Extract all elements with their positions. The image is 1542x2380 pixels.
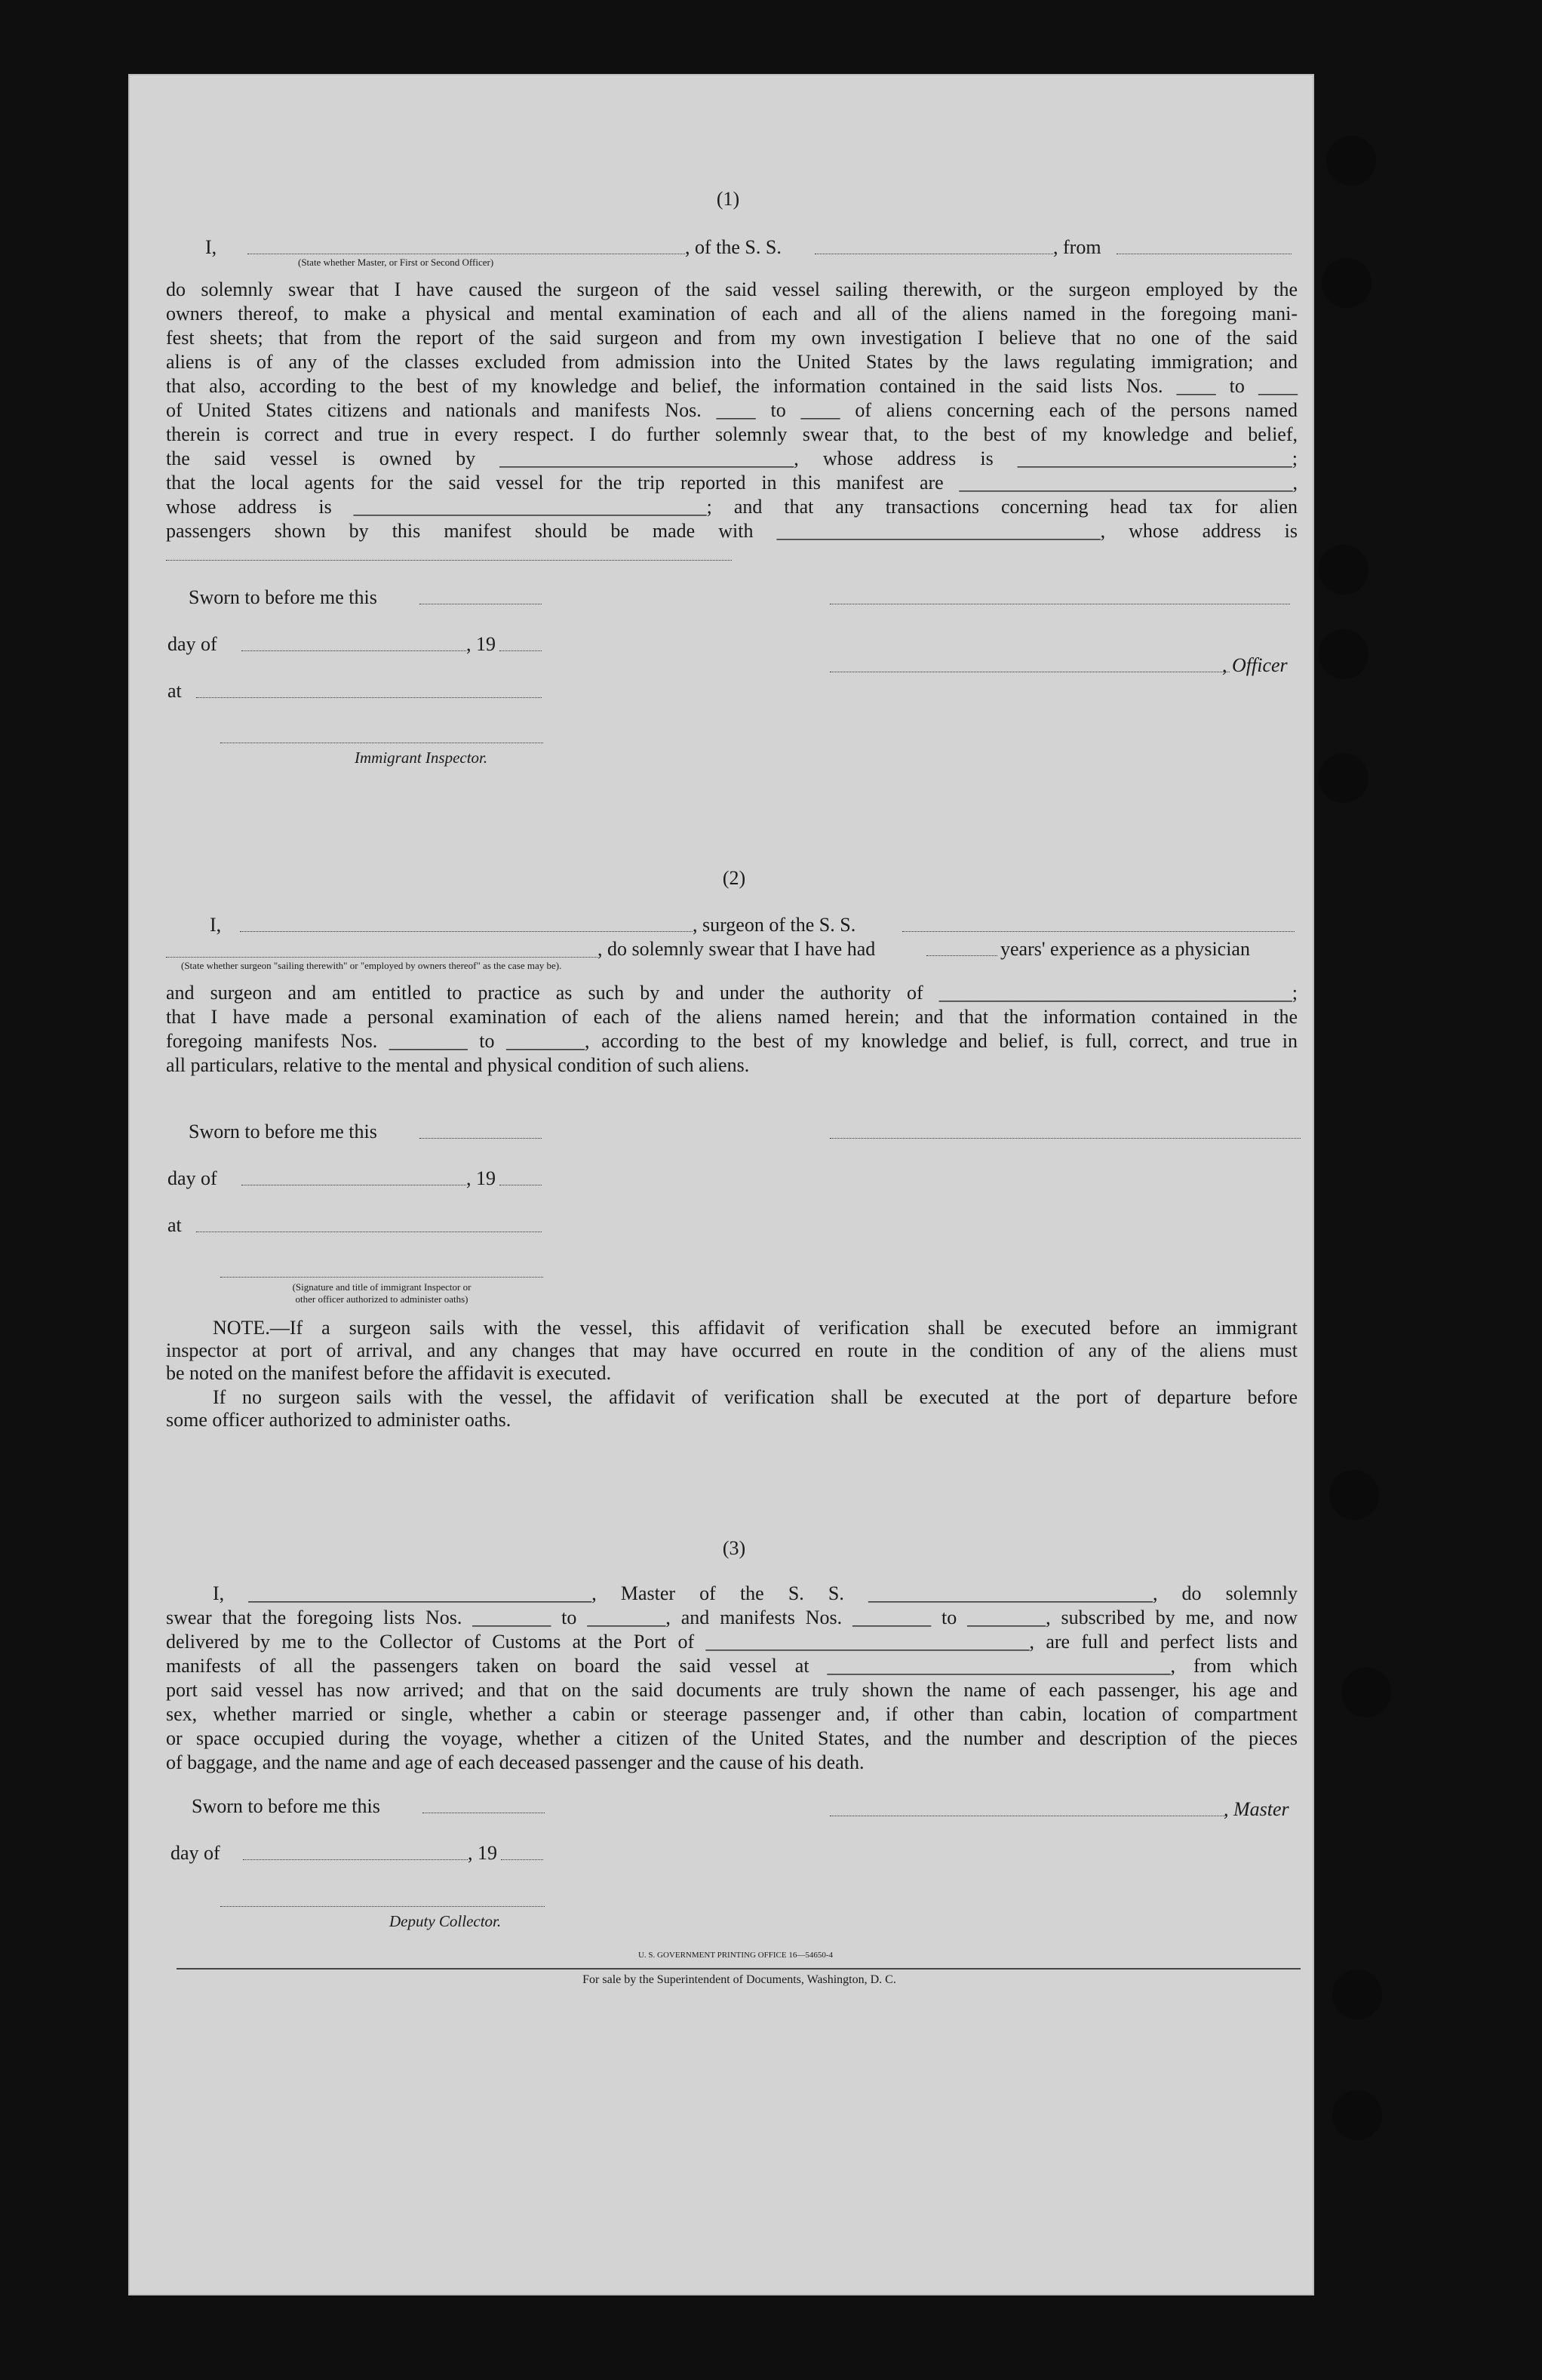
day-field[interactable] — [241, 650, 466, 651]
binder-hole — [1332, 2090, 1382, 2140]
note-line: some officer authorized to administer oaths. — [166, 1409, 511, 1431]
surgeon-status-field[interactable] — [166, 957, 597, 958]
master-line: manifests of all the passengers taken on board the said vessel at ___________________________________, from which — [166, 1655, 1298, 1677]
sworn-label: Sworn to before me this — [189, 586, 377, 608]
official-signature-note: other officer authorized to administer oaths) — [295, 1293, 468, 1305]
binder-hole — [1319, 753, 1368, 803]
collector-signature-line[interactable] — [220, 1906, 545, 1907]
note-line: be noted on the manifest before the affidavit is executed. — [166, 1362, 612, 1384]
address-field[interactable] — [166, 560, 732, 561]
note-line: inspector at port of arrival, and any changes that may have occurred en route in the condition of any of the aliens must — [166, 1339, 1298, 1361]
years-field[interactable] — [926, 955, 997, 956]
binder-hole — [1319, 545, 1368, 595]
oath-line: that also, according to the best of my knowledge and belief, the information contained in the said lists Nos. ____ to ____ — [166, 375, 1298, 397]
at-place-field[interactable] — [196, 697, 542, 698]
printing-office-line: U. S. GOVERNMENT PRINTING OFFICE 16—54650-4 — [637, 1951, 833, 1960]
from-label: , from — [1053, 236, 1101, 258]
oath-line: fest sheets; that from the report of the said surgeon and from my own investigation I believe that no one of the said — [166, 327, 1298, 349]
surgeon-line: all particulars, relative to the mental and physical condition of such aliens. — [166, 1054, 750, 1076]
binder-hole — [1341, 1668, 1391, 1717]
sworn-date-field[interactable] — [419, 1138, 542, 1139]
oath-line: aliens is of any of the classes excluded from admission into the United States by the laws regulating immigration; and — [166, 351, 1298, 373]
day-of-label: day of — [167, 633, 217, 655]
at-label: at — [167, 1214, 182, 1236]
note-line: If no surgeon sails with the vessel, the affidavit of verification shall be executed at the port of departure before — [213, 1386, 1298, 1408]
footer-rule — [177, 1968, 1301, 1969]
sworn-label: Sworn to before me this — [192, 1795, 380, 1817]
oath-line: therein is correct and true in every respect. I do further solemnly swear that, to the best of my knowledge and belief, — [166, 423, 1298, 445]
master-line: of baggage, and the name and age of each deceased passenger and the cause of his death. — [166, 1751, 865, 1773]
officer-label: , Officer — [1222, 654, 1288, 676]
surgeon-line: and surgeon and am entitled to practice as such by and under the authority of ____________________________________; — [166, 982, 1298, 1004]
year-label: , 19 — [468, 1842, 497, 1864]
note-line: NOTE.—If a surgeon sails with the vessel, this affidavit of verification shall be executed before an immigrant — [213, 1317, 1298, 1339]
surgeon-line: that I have made a personal examination of each of the aliens named herein; and that the information contained in the — [166, 1006, 1298, 1028]
master-label: , Master — [1224, 1798, 1289, 1820]
surgeon-of-label: , surgeon of the S. S. — [693, 914, 856, 936]
surgeon-signature-line[interactable] — [830, 1138, 1301, 1139]
master-line: delivered by me to the Collector of Customs at the Port of _________________________________, are full and perfect lists and — [166, 1631, 1298, 1653]
of-ss-label: , of the S. S. — [685, 236, 782, 258]
surgeon-name-field[interactable] — [240, 931, 693, 932]
binder-hole — [1332, 1969, 1382, 2019]
collector-label: Deputy Collector. — [389, 1912, 502, 1930]
oath-i: I, — [210, 914, 222, 936]
year-label: , 19 — [466, 1167, 496, 1189]
inspector-label: Immigrant Inspector. — [355, 749, 488, 767]
master-line: I, ___________________________________, Master of the S. S. _____________________________, do solemnly — [213, 1582, 1298, 1604]
year-field[interactable] — [499, 650, 542, 651]
year-field[interactable] — [501, 1859, 543, 1860]
at-label: at — [167, 680, 182, 702]
section-number: (2) — [722, 867, 746, 889]
surgeon-line: foregoing manifests Nos. ________ to ________, according to the best of my knowledge and belief, is full, correct, and true in — [166, 1030, 1298, 1052]
master-line: sex, whether married or single, whether a cabin or steerage passenger and, if other than cabin, location of compartment — [166, 1703, 1298, 1725]
surgeon-state-note: (State whether surgeon "sailing therewith" or "employed by owners thereof" as the case may be). — [181, 960, 562, 971]
binder-hole — [1322, 258, 1372, 308]
binder-hole — [1329, 1470, 1379, 1520]
oath-line: owners thereof, to make a physical and mental examination of each and all of the aliens named in the foregoing mani- — [166, 303, 1298, 324]
section-number: (1) — [716, 188, 740, 210]
binder-hole — [1326, 136, 1376, 186]
oath-line: of United States citizens and nationals and manifests Nos. ____ to ____ of aliens concerning each of the persons named — [166, 399, 1298, 421]
years-label: years' experience as a physician — [1000, 938, 1250, 960]
day-field[interactable] — [243, 1859, 468, 1860]
do-swear-label: , do solemnly swear that I have had — [597, 938, 876, 960]
day-of-label: day of — [167, 1167, 217, 1189]
section-number: (3) — [722, 1537, 746, 1559]
oath-i: I, — [205, 236, 217, 258]
oath-line: the said vessel is owned by ______________________________, whose address is ____________________________; — [166, 447, 1298, 469]
master-line: swear that the foregoing lists Nos. ________ to ________, and manifests Nos. ________ to ________, subscribed by me, and now — [166, 1607, 1298, 1628]
sworn-label: Sworn to before me this — [189, 1121, 377, 1142]
master-line: port said vessel has now arrived; and that on the said documents are truly shown the name of each passenger, his age and — [166, 1679, 1298, 1701]
oath-line: whose address is ____________________________________; and that any transactions concerning head tax for alien — [166, 496, 1298, 518]
official-signature-note: (Signature and title of immigrant Inspector or — [292, 1281, 472, 1293]
binder-hole — [1319, 629, 1368, 679]
for-sale-line: For sale by the Superintendent of Documents, Washington, D. C. — [582, 1973, 896, 1986]
official-signature-line[interactable] — [220, 1277, 543, 1278]
oath-line: do solemnly swear that I have caused the surgeon of the said vessel sailing therewith, or the surgeon employed by the — [166, 278, 1298, 300]
state-note: (State whether Master, or First or Second Officer) — [298, 257, 494, 268]
vessel-name-field[interactable] — [902, 931, 1295, 932]
oath-line: that the local agents for the said vessel for the trip reported in this manifest are __________________________________, — [166, 472, 1298, 494]
oath-line: passengers shown by this manifest should be made with _________________________________, whose address is — [166, 520, 1298, 542]
year-label: , 19 — [466, 633, 496, 655]
day-of-label: day of — [170, 1842, 220, 1864]
master-line: or space occupied during the voyage, whether a citizen of the United States, and the number and description of the pieces — [166, 1727, 1298, 1749]
